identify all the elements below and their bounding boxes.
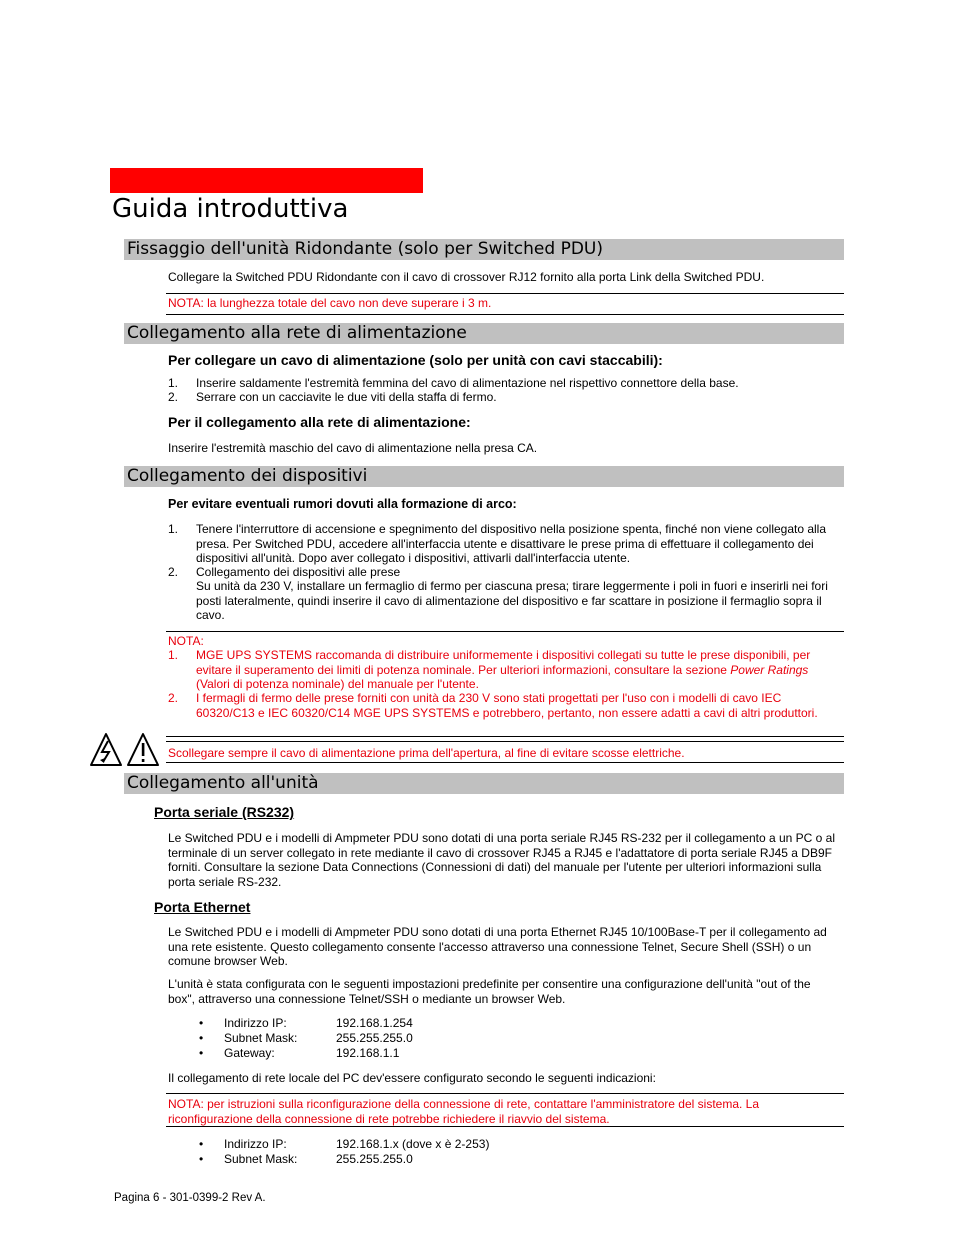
default-subnet-label: Subnet Mask: xyxy=(224,1031,298,1045)
devices-note-label: NOTA: xyxy=(168,634,204,648)
page-title: Guida introduttiva xyxy=(112,194,349,224)
power-step-2-number: 2. xyxy=(168,390,179,404)
caution-icon xyxy=(128,734,158,765)
default-gateway-label: Gateway: xyxy=(224,1046,275,1060)
default-gateway-value: 192.168.1.1 xyxy=(336,1046,400,1060)
power-step-1: Inserire saldamente l'estremità femmina del cavo di alimentazione nel rispettivo connettore della base. xyxy=(196,376,739,390)
devices-note-2-number: 2. xyxy=(168,691,179,705)
devices-subhead: Per evitare eventuali rumori dovuti alla formazione di arco: xyxy=(168,497,517,511)
power-step-1-number: 1. xyxy=(168,376,179,390)
pc-ip-label: Indirizzo IP: xyxy=(224,1137,287,1151)
devices-step-1-number: 1. xyxy=(168,522,179,536)
devices-note-2: I fermagli di fermo delle prese forniti con unità da 230 V sono stati progettati per l'uso con i modelli di cavo IEC 60320/C13 e IEC 60320/C14 MGE UPS SYSTEMS e potrebbero, pertanto, non essere adatti a cavi di altri produttori. xyxy=(196,691,818,720)
serial-port-body: Le Switched PDU e i modelli di Ampmeter PDU sono dotati di una porta seriale RJ45 RS-232 per il collegamento a un PC o al terminale di un server collegato in rete mediante il cavo di crossover RJ45 a RJ45 e l'adattatore di porta seriale RJ45 a DB9F forniti. Consultare la sezione Data Connections (Connessioni di dati) del manuale per l'utente per ulteriori informazioni sulla porta seriale RS-232. xyxy=(168,831,836,889)
warning-icons xyxy=(90,732,162,768)
default-ip-label: Indirizzo IP: xyxy=(224,1016,287,1030)
devices-note-1-number: 1. xyxy=(168,648,179,662)
devices-step-1: Tenere l'interruttore di accensione e spegnimento del dispositivo nella posizione spenta, finché non viene collegato alla presa. Per Switched PDU, accedere all'interfaccia utente e disattivare le prese prima di effettuare il collegamento dei dispositivi all'unità. Dopo aver collegato i dispositivi, attivarli dall'interfaccia utente. xyxy=(196,522,827,565)
power-subhead-cord: Per collegare un cavo di alimentazione (solo per unità con cavi staccabili): xyxy=(168,352,663,368)
section-heading-devices: Collegamento dei dispositivi xyxy=(124,466,844,487)
bullet: • xyxy=(199,1137,204,1151)
page-footer: Pagina 6 - 301-0399-2 Rev A. xyxy=(114,1192,266,1204)
note-rule-top xyxy=(166,293,844,294)
bullet: • xyxy=(199,1046,204,1060)
warning-text: Scollegare sempre il cavo di alimentazione prima dell'apertura, al fine di evitare scosse elettriche. xyxy=(168,746,685,760)
devices-step-2: Collegamento dei dispositivi alle prese xyxy=(196,565,401,579)
power-body: Inserire l'estremità maschio del cavo di alimentazione nella presa CA. xyxy=(168,441,538,455)
power-subhead-mains: Per il collegamento alla rete di alimentazione: xyxy=(168,414,471,430)
section-heading-redundant: Fissaggio dell'unità Ridondante (solo per Switched PDU) xyxy=(124,239,844,260)
redundant-body: Collegare la Switched PDU Ridondante con il cavo di crossover RJ12 fornito alla porta Link della Switched PDU. xyxy=(168,270,765,284)
power-step-2: Serrare con un cacciavite le due viti della staffa di fermo. xyxy=(196,390,497,404)
bullet: • xyxy=(199,1031,204,1045)
pc-subnet-value: 255.255.255.0 xyxy=(336,1152,413,1166)
ethernet-body-1: Le Switched PDU e i modelli di Ampmeter PDU sono dotati di una porta Ethernet RJ45 10/100Base-T per il collegamento ad una rete esistente. Questo collegamento consente l'accesso attraverso una connessione Telnet, Secure Shell (SSH) o un comune browser Web. xyxy=(168,925,827,968)
warning-rule-top xyxy=(166,741,844,742)
pc-network-body: Il collegamento di rete locale del PC dev'essere configurato secondo le seguenti indicazioni: xyxy=(168,1071,656,1085)
bullet: • xyxy=(199,1152,204,1166)
chapter-red-bar xyxy=(110,168,423,193)
default-ip-value: 192.168.1.254 xyxy=(336,1016,413,1030)
note-rule-bottom xyxy=(166,314,844,315)
note-rule-top xyxy=(166,631,844,632)
warning-rule-bottom xyxy=(166,762,844,763)
default-subnet-value: 255.255.255.0 xyxy=(336,1031,413,1045)
note-rule-bottom xyxy=(166,736,844,737)
devices-note-1: MGE UPS SYSTEMS raccomanda di distribuire uniformemente i dispositivi collegati su tutte le prese disponibili, per evitare il superamento dei limiti di potenza nominale. Per ulteriori informazioni, consultare la sezione Power Ratings (Valori di potenza nominale) del manuale per l'utente. xyxy=(196,648,811,691)
serial-port-heading: Porta seriale (RS232) xyxy=(154,804,295,820)
devices-step-2-number: 2. xyxy=(168,565,179,579)
note-rule-bottom xyxy=(166,1126,844,1127)
ethernet-port-heading: Porta Ethernet xyxy=(154,899,251,915)
note-rule-top xyxy=(166,1093,844,1094)
pc-subnet-label: Subnet Mask: xyxy=(224,1152,298,1166)
devices-step-2-detail: Su unità da 230 V, installare un fermaglio di fermo per ciascuna presa; tirare leggermente i poli in fuori e inserirli nei fori posti lateralmente, quindi inserire il cavo di alimentazione del dispositivo e far scattare in posizione il fermaglio sopra il cavo. xyxy=(196,579,828,622)
section-heading-unit: Collegamento all'unità xyxy=(124,773,844,794)
electric-hazard-icon xyxy=(91,734,121,765)
bullet: • xyxy=(199,1016,204,1030)
redundant-note: NOTA: la lunghezza totale del cavo non deve superare i 3 m. xyxy=(168,296,492,310)
ethernet-body-2: L'unità è stata configurata con le seguenti impostazioni predefinite per consentire una configurazione dell'unità "out of the box", attraverso una connessione Telnet/SSH o mediante un browser Web. xyxy=(168,977,811,1006)
pc-ip-value: 192.168.1.x (dove x è 2-253) xyxy=(336,1137,490,1151)
network-note: NOTA: per istruzioni sulla riconfigurazione della connessione di rete, contattare l'amministratore del sistema. La riconfigurazione della connessione di rete potrebbe richiedere il riavvio del sistema. xyxy=(168,1097,760,1126)
section-heading-power: Collegamento alla rete di alimentazione xyxy=(124,323,844,344)
